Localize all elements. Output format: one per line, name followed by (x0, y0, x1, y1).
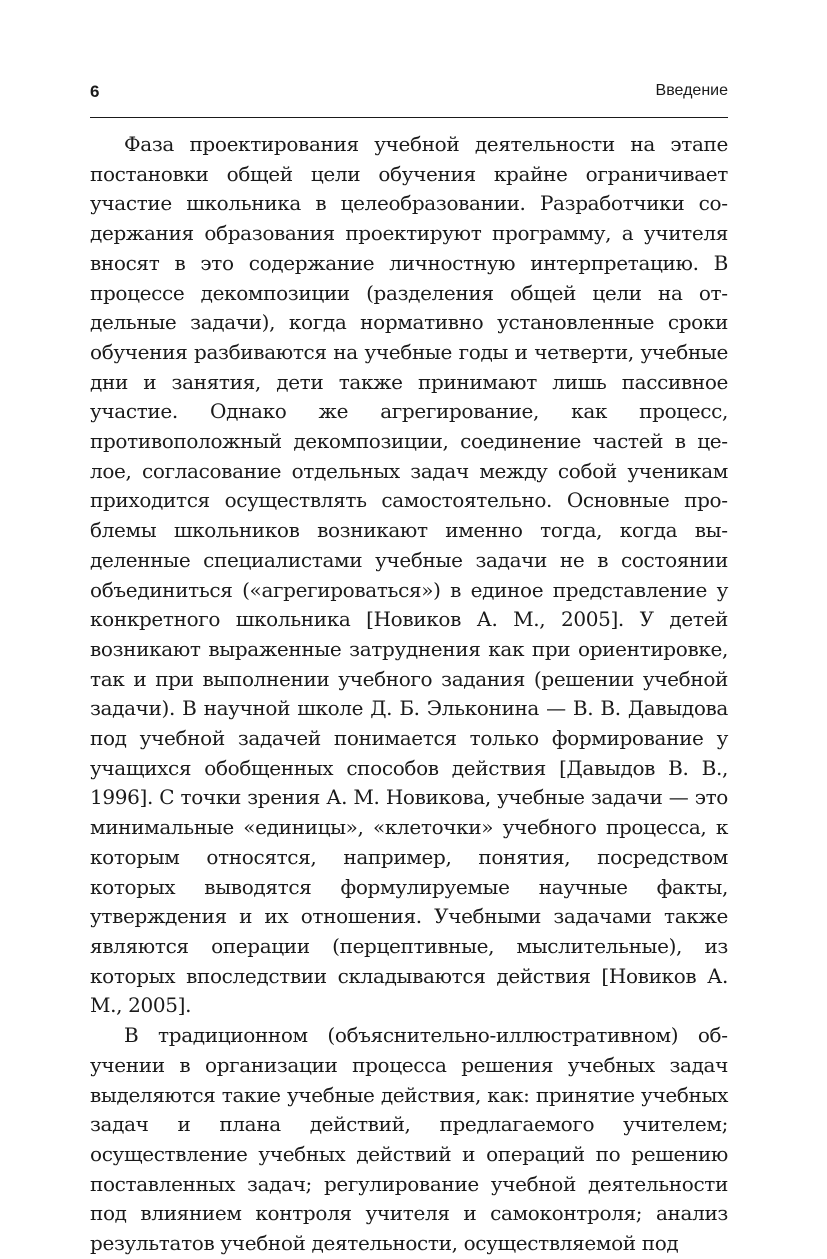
body-text (90, 130, 728, 1259)
header-rule (90, 117, 728, 118)
paragraph-1: Фаза проектирования учебной деятельности на этапе постановки общей цели обучения крайне ограничивает участие школьника в целеобразовании. Разработчики содержания образования проектируют программу, а учителя вносят в это содержание личностную интерпретацию. В процессе декомпозиции (разделения общей цели на отдельные задачи), когда нормативно установленные сроки обучения разбиваются на учебные годы и четверти, учебные дни и занятия, дети также принимают лишь пассивное участие. Однако же агрегирование, как процесс, противоположный декомпозиции, соединение частей в целое, согласование отдельных задач между собой ученикам приходится осуществлять самостоятельно. Основные проблемы школьников возникают именно тогда, когда выделенные специалистами учебные задачи не в состоянии объединиться («агрегироваться») в единое представление у конкретного школьника [Новиков А. М., 2005]. У детей возникают выраженные затруднения как при ориентировке, так и при выполнении учебного задания (решении учебной задачи). В научной школе Д. Б. Эльконина — В. В. Давыдова под учебной задачей понимается только формирование у учащихся обобщенных способов действия [Давыдов В. В., 1996]. С точки зрения А. М. Новикова, учебные задачи — это минимальные «единицы», «клеточки» учебного процесса, к которым относятся, например, понятия, посредством которых выводятся формулируемые научные факты, утверждения и их отношения. Учебными задачами также являются операции (перцептивные, мыслительные), из которых впоследствии складываются действия [Новиков А. М., 2005]. (90, 132, 728, 1018)
page-number: 6 (90, 82, 100, 101)
running-head (90, 82, 728, 108)
paragraph-2: В традиционном (объяснительно-иллюстративном) обучении в организации процесса решения учебных задач выделяются такие учебные действия, как: принятие учебных задач и плана действий, предлагаемого учителем; осуществление учебных действий и операций по решению поставленных задач; регулирование учебной деятельности под влиянием контроля учителя и самоконтроля; анализ результатов учебной деятельности, осуществляемой под (90, 1023, 728, 1256)
section-title: Введение (655, 82, 728, 99)
